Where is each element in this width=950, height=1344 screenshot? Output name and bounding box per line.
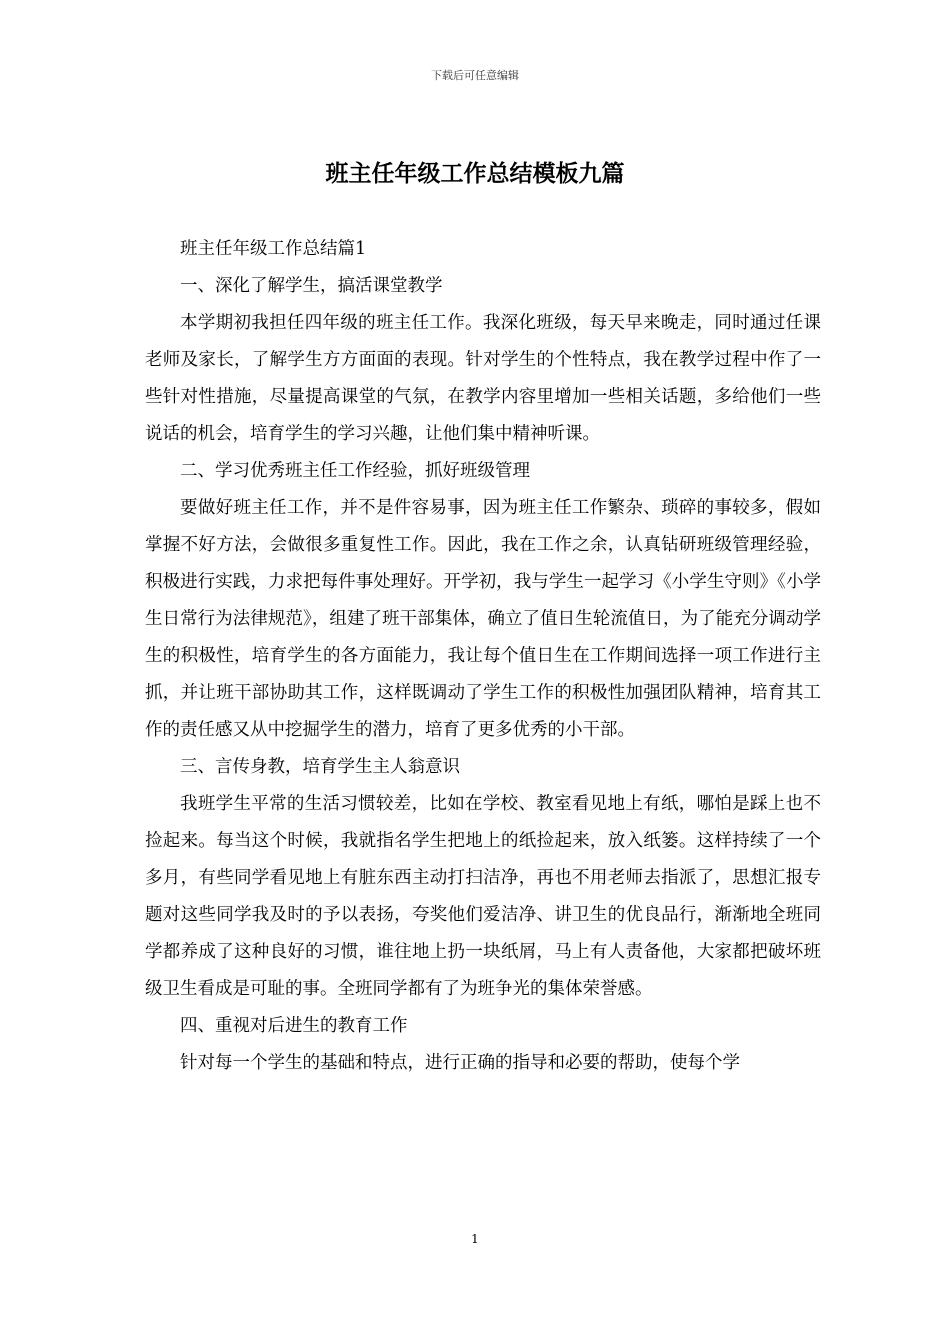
section-heading-1: 一、深化了解学生，搞活课堂教学 (180, 276, 443, 296)
body-paragraph-3: 我班学生平常的生活习惯较差，比如在学校、教室看见地上有纸，哪怕是踩上也不捡起来。每当这个时候，我就指名学生把地上的纸捡起来，放入纸篓。这样持续了一个多月，有些同学看见地上有脏东西主动打扫洁净，再也不用老师去指派了，思想汇报专题对这些同学我及时的予以表扬，夸奖他们爱洁净、讲卫生的优良品行，渐渐地全班同学都养成了这种良好的习惯，谁往地上扔一块纸屑，马上有人责备他，大家都把破坏班级卫生看成是可耻的事。全班同学都有了为班争光的集体荣誉感。 (145, 794, 821, 999)
document-body (145, 231, 821, 1082)
section-heading-3: 三、言传身教，培育学生主人翁意识 (180, 757, 460, 777)
header-note: 下载后可任意编辑 (431, 69, 519, 82)
document-title: 班主任年级工作总结模板九篇 (325, 160, 625, 187)
section-heading-2: 二、学习优秀班主任工作经验，抓好班级管理 (180, 461, 530, 481)
body-paragraph-1: 本学期初我担任四年级的班主任工作。我深化班级，每天早来晚走，同时通过任课老师及家长，了解学生方方面面的表现。针对学生的个性特点，我在教学过程中作了一些针对性措施，尽量提高课堂的气氛，在教学内容里增加一些相关话题，多给他们一些说话的机会，培育学生的学习兴趣，让他们集中精神听课。 (145, 313, 821, 444)
page-number: 1 (471, 1232, 479, 1246)
body-paragraph-4: 针对每一个学生的基础和特点，进行正确的指导和必要的帮助，使每个学 (180, 1053, 740, 1073)
body-paragraph-2: 要做好班主任工作，并不是件容易事，因为班主任工作繁杂、琐碎的事较多，假如掌握不好方法，会做很多重复性工作。因此，我在工作之余，认真钻研班级管理经验，积极进行实践，力求把每件事处理好。开学初，我与学生一起学习《小学生守则》《小学生日常行为法律规范》，组建了班干部集体，确立了值日生轮流值日，为了能充分调动学生的积极性，培育学生的各方面能力，我让每个值日生在工作期间选择一项工作进行主抓，并让班干部协助其工作，这样既调动了学生工作的积极性加强团队精神，培育其工作的责任感又从中挖掘学生的潜力，培育了更多优秀的小干部。 (145, 498, 821, 740)
section-heading-4: 四、重视对后进生的教育工作 (180, 1016, 408, 1036)
section-heading-article: 班主任年级工作总结篇1 (180, 239, 367, 259)
